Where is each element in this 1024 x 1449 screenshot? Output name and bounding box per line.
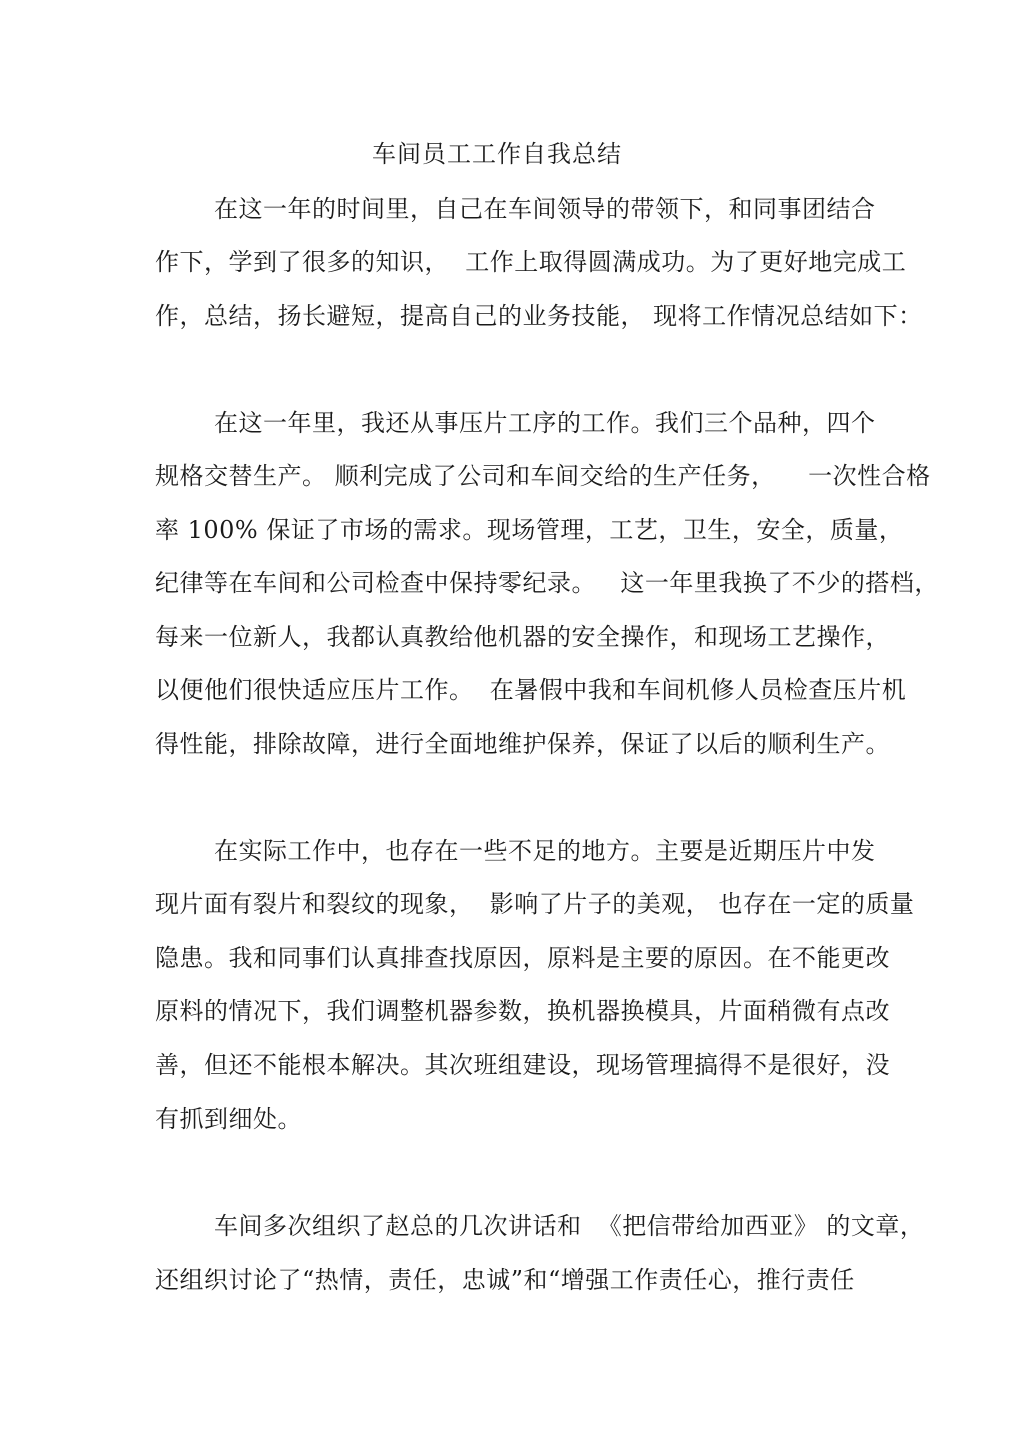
paragraph-1-line-1: 在这一年的时间里，自己在车间领导的带领下，和同事团结合 — [214, 195, 876, 223]
paragraph-2-line-4: 纪律等在车间和公司检查中保持零纪录。 这一年里我换了不少的搭档， — [155, 569, 939, 597]
paragraph-1-line-3: 作，总结，扬长避短，提高自己的业务技能， 现将工作情况总结如下： — [155, 302, 923, 330]
paragraph-3-line-4: 原料的情况下，我们调整机器参数，换机器换模具，片面稍微有点改 — [155, 997, 890, 1025]
paragraph-2-line-2: 规格交替生产。 顺利完成了公司和车间交给的生产任务， 一次性合格 — [155, 462, 931, 490]
paragraph-2-line-7: 得性能，排除故障，进行全面地维护保养，保证了以后的顺利生产。 — [155, 730, 890, 758]
paragraph-4-line-2: 还组织讨论了“热情，责任，忠诚”和“增强工作责任心，推行责任 — [155, 1266, 855, 1294]
paragraph-3-line-1: 在实际工作中，也存在一些不足的地方。主要是近期压片中发 — [214, 837, 876, 865]
paragraph-2-line-1: 在这一年里，我还从事压片工序的工作。我们三个品种，四个 — [214, 409, 876, 437]
paragraph-2-line-5: 每来一位新人，我都认真教给他机器的安全操作，和现场工艺操作， — [155, 623, 890, 651]
paragraph-3-line-5: 善，但还不能根本解决。其次班组建设，现场管理搞得不是很好，没 — [155, 1051, 890, 1079]
paragraph-3-line-3: 隐患。我和同事们认真排查找原因，原料是主要的原因。在不能更改 — [155, 944, 890, 972]
paragraph-3-line-2: 现片面有裂片和裂纹的现象， 影响了片子的美观， 也存在一定的质量 — [155, 890, 915, 918]
paragraph-2-line-6: 以便他们很快适应压片工作。 在暑假中我和车间机修人员检查压片机 — [155, 676, 907, 704]
paragraph-3-line-6: 有抓到细处。 — [155, 1105, 302, 1133]
document-title: 车间员工工作自我总结 — [372, 140, 622, 168]
paragraph-1-line-2: 作下，学到了很多的知识， 工作上取得圆满成功。为了更好地完成工 — [155, 248, 907, 276]
paragraph-4-line-1: 车间多次组织了赵总的几次讲话和 《把信带给加西亚》 的文章， — [214, 1212, 925, 1240]
paragraph-2-line-3: 率 100% 保证了市场的需求。现场管理，工艺，卫生，安全，质量， — [155, 516, 904, 544]
